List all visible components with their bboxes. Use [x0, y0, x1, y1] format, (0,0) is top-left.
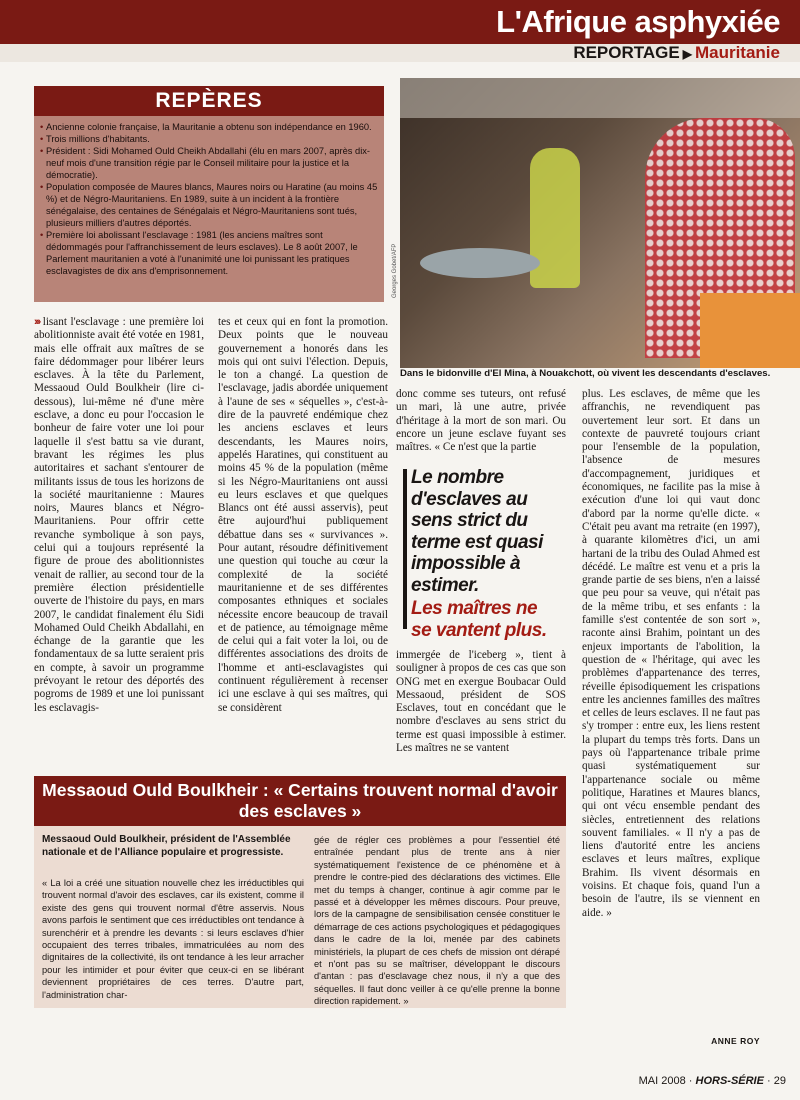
article-photo	[400, 78, 800, 368]
reperes-title: REPÈRES	[34, 86, 384, 116]
bullet-icon: •	[40, 134, 44, 144]
photo-caption: Dans le bidonville d'El Mina, à Nouakchott, où vivent les descendants d'esclaves.	[400, 368, 771, 379]
column-text: donc comme ses tuteurs, ont refusé un mari, là une autre, privée d'héritage à la mort de son mari. Ou encore un jeune esclave fuyant ses maîtres. « Ce n'est que la partie	[396, 388, 566, 454]
interview-text-right: gée de régler ces problèmes a pour l'essentiel été entraînée pendant plus de trente ans à nier systématiquement l'existence de ce phénomène et à prendre le contre-pied des déclarations des victimes. Elle met du temps à changer, continue à agir comme par le passé et à développer les mêmes discours. Pour preuve, lors de la campagne de sensibilisation censée constituer le démarrage de ces actions psychologiques et pédagogiques dans le cadre de la loi, menée par des cabinets ministériels, la plupart de ces chefs de mission ont dérapé et n'ont pas su se maîtriser, développant le discours d'antan : pas d'esclavage chez nous, il n'y a que des séquelles. Il faut donc veiller à ce qu'elle prenne la bonne direction rapidement. »	[314, 835, 560, 1007]
issue-date: MAI 2008	[638, 1075, 686, 1087]
header-title: L'Afrique asphyxiée	[496, 4, 780, 39]
pull-quote-accent: Les maîtres ne se vantent plus.	[411, 598, 547, 641]
pull-quote	[403, 467, 561, 641]
bullet-icon: •	[40, 122, 44, 132]
subsection-name: Mauritanie	[694, 43, 780, 62]
section-name: REPORTAGE	[573, 43, 680, 62]
magazine-name: HORS-SÉRIE	[695, 1075, 764, 1087]
bullet-icon: •	[40, 146, 44, 156]
page-number: 29	[773, 1075, 786, 1087]
interview-title: Messaoud Ould Boulkheir : « Certains trouvent normal d'avoir des esclaves »	[34, 776, 566, 826]
article-column-2	[218, 316, 388, 715]
list-item: • Population composée de Maures blancs, Maures noirs ou Haratine (au moins 45 %) et de Négro-Mauritaniens. En 1989, suite à un incident à la frontière sénégalaise, des centaines de Sénégalais et Négro-Mauritaniens sont tués, plusieurs milliers d'autres déportés.	[40, 182, 378, 228]
column-text: immergée de l'iceberg », tient à souligner à propos de ces cas que son ONG met en exergue Boubacar Ould Messaoud, président de SOS Esclaves, tout en concédant que le nombre d'esclaves au sens strict du terme est quasi impossible à estimer. Les maîtres ne se vantent	[396, 649, 566, 755]
page-header	[0, 0, 800, 62]
column-text: lisant l'esclavage : une première loi abolitionniste avait été votée en 1981, mais elle offrait aux maîtres de se faire dédommager pour libérer leurs esclaves. À la tête du Parlement, Messaoud Ould Boulkheir (lire ci-dessous), lui-même né d'une mère esclave, a donc eu pour l'occasion le bonheur de faire voter une loi pour laquelle il s'est battu sa vie durant, bravant les régimes les plus autoritaires et sachant s'entourer de militants issus de tous les horizons de la société mauritanienne : Maures noirs, Maures blancs et Négro-Mauritaniens. Pour offrir cette revanche symbolique à son pays, celui qui a toujours représenté la figure de proue des abolitionnistes venait de rallier, au second tour de la première élection présidentielle ouverte de l'histoire du pays, en mars 2007, le candidat finalement élu Sidi Mohamed Ould Cheikh Abdallahi, en échange de la garantie que les fondamentaux de sa lutte seraient pris en compte, à savoir un programme prévoyant le retour des déportés des pogroms de 1989 et une loi punissant les esclavagis-	[34, 316, 204, 714]
reperes-box	[34, 86, 384, 302]
list-item: • Ancienne colonie française, la Mauritanie a obtenu son indépendance en 1960.	[40, 122, 372, 132]
list-item: • Président : Sidi Mohamed Ould Cheikh Abdallahi (élu en mars 2007, après dix-neuf mois d'une transition régie par le Conseil militaire pour la justice et la démocratie).	[40, 146, 371, 180]
column-text: tes et ceux qui en font la promotion. Deux points que le nouveau gouvernement a honorés dans les mois qui ont suivi l'élection. Depuis, le ton a changé. La question de l'esclavage, jadis abordée uniquement à l'aune de ses « séquelles », c'est-à-dire de la pauvreté endémique chez les anciens esclaves et leurs descendants, les Maures noirs, appelés Haratines, qui constituent au moins 45 % de la population (même si les Négro-Mauritaniens ont aussi eu leurs esclaves et que quelques Blancs ont été aussi asservis), peut être aujourd'hui publiquement débattue dans ses « survivances ». Pour autant, résoudre définitivement une question qui touche au cœur la complexité de la société mauritanienne et de ses différentes composantes ethniques et sociales nécessite encore beaucoup de travail et de patience, au témoignage même de celui qui a fait voter la loi, ou de différentes associations des droits de l'homme et anti-esclavagistes qui continuent régulièrement à recenser ici une esclave à qui ses maîtres, qui se considèrent	[218, 316, 388, 714]
author-signature: ANNE ROY	[711, 1036, 760, 1046]
triangle-right-icon: ▶	[682, 47, 692, 61]
section-label	[573, 44, 780, 63]
page-footer: MAI 2008 · HORS-SÉRIE · 29	[638, 1075, 786, 1087]
list-item: • Trois millions d'habitants.	[40, 134, 150, 144]
bullet-icon: •	[40, 230, 44, 240]
article-column-3-bottom	[396, 649, 566, 755]
interview-box	[34, 776, 566, 1008]
interview-intro: Messaoud Ould Boulkheir, président de l'Assemblée nationale et de l'Alliance populaire et progressiste.	[42, 834, 291, 858]
pull-quote-main: Le nombre d'esclaves au sens strict du terme est quasi impossible à estimer.	[411, 467, 543, 596]
quote-rule	[403, 469, 407, 629]
continuation-marker: ›››	[34, 316, 40, 328]
article-column-3-top	[396, 388, 566, 454]
column-text: plus. Les esclaves, de même que les affranchis, ne revendiquent pas ouvertement leur sort. Et dans un contexte de pauvreté toujours criant pour l'ensemble de la population, l'absence de mesures d'accompagnement, juridiques et économiques, ne facilite pas la mise à exécution d'une loi qui vaut donc d'abord par la norme qu'elle dicte. « C'était peu avant ma retraite (en 1997), à quarante kilomètres d'ici, un ami hartani de la tribu des Oulad Ahmed est décédé. Le maître est venu et a pris la grande partie de ses biens, n'en a laissé que peu pour sa veuve, qui n'était pas de la même tribu, et ses enfants : la famille s'est contentée de son sort », raconte ainsi Brahim, pointant un des enjeux importants de l'abolition, la question de « l'héritage, qui avec les problèmes d'appartenance des terres, réveille épisodiquement les crispations entre les anciennes familles des maîtres et celles de leurs esclaves. Il ne faut pas s'y tromper : entre eux, les liens restent la plupart du temps très forts. Dans un pays où l'appartenance tribale prime quasi systématiquement sur l'appartenance sociale ou même politique, Haratines et Maures blancs, qui ont vécu ensemble pendant des siècles, entretiennent des relations souvent familiales. « Il n'y a pas de liens d'autorité entre les anciens esclaves et leurs maîtres, explique Brahim. Ils vivent désormais en voisins. Et chaque fois, quand l'un a besoin de l'autre, ils se viennent en aide. »	[582, 388, 760, 919]
article-column-4	[582, 388, 760, 920]
interview-text-left: « La loi a créé une situation nouvelle chez les irréductibles qui trouvent normal d'avoir des esclaves, car ils existent, comme il existe des gens qui trouvent normal d'être asservis. Nous avons parfois le sentiment que ces irréductibles ont tendance à surenchérir et à prendre les devants : si leurs esclaves d'hier occupaient des terres tribales, immatriculées au nom des dignitaires de la collectivité, ils ont tendance à les leur arracher pour les intimider et pour éviter que ceux-ci en se libérant deviennent propriétaires de ces terres. D'autre part, l'administration char-	[42, 878, 304, 1000]
reperes-list	[41, 121, 379, 277]
article-column-1	[34, 316, 204, 715]
list-item: • Première loi abolissant l'esclavage : 1981 (les anciens maîtres sont dédommagés pour l'affranchissement de leurs esclaves). Le 8 août 2007, le Parlement mauritanien a voté à l'unanimité une loi punissant les pratiques esclavagistes de dix ans d'emprisonnement.	[40, 230, 358, 276]
bullet-icon: •	[40, 182, 44, 192]
photo-credit: Georges Gobet/AFP	[392, 243, 398, 298]
